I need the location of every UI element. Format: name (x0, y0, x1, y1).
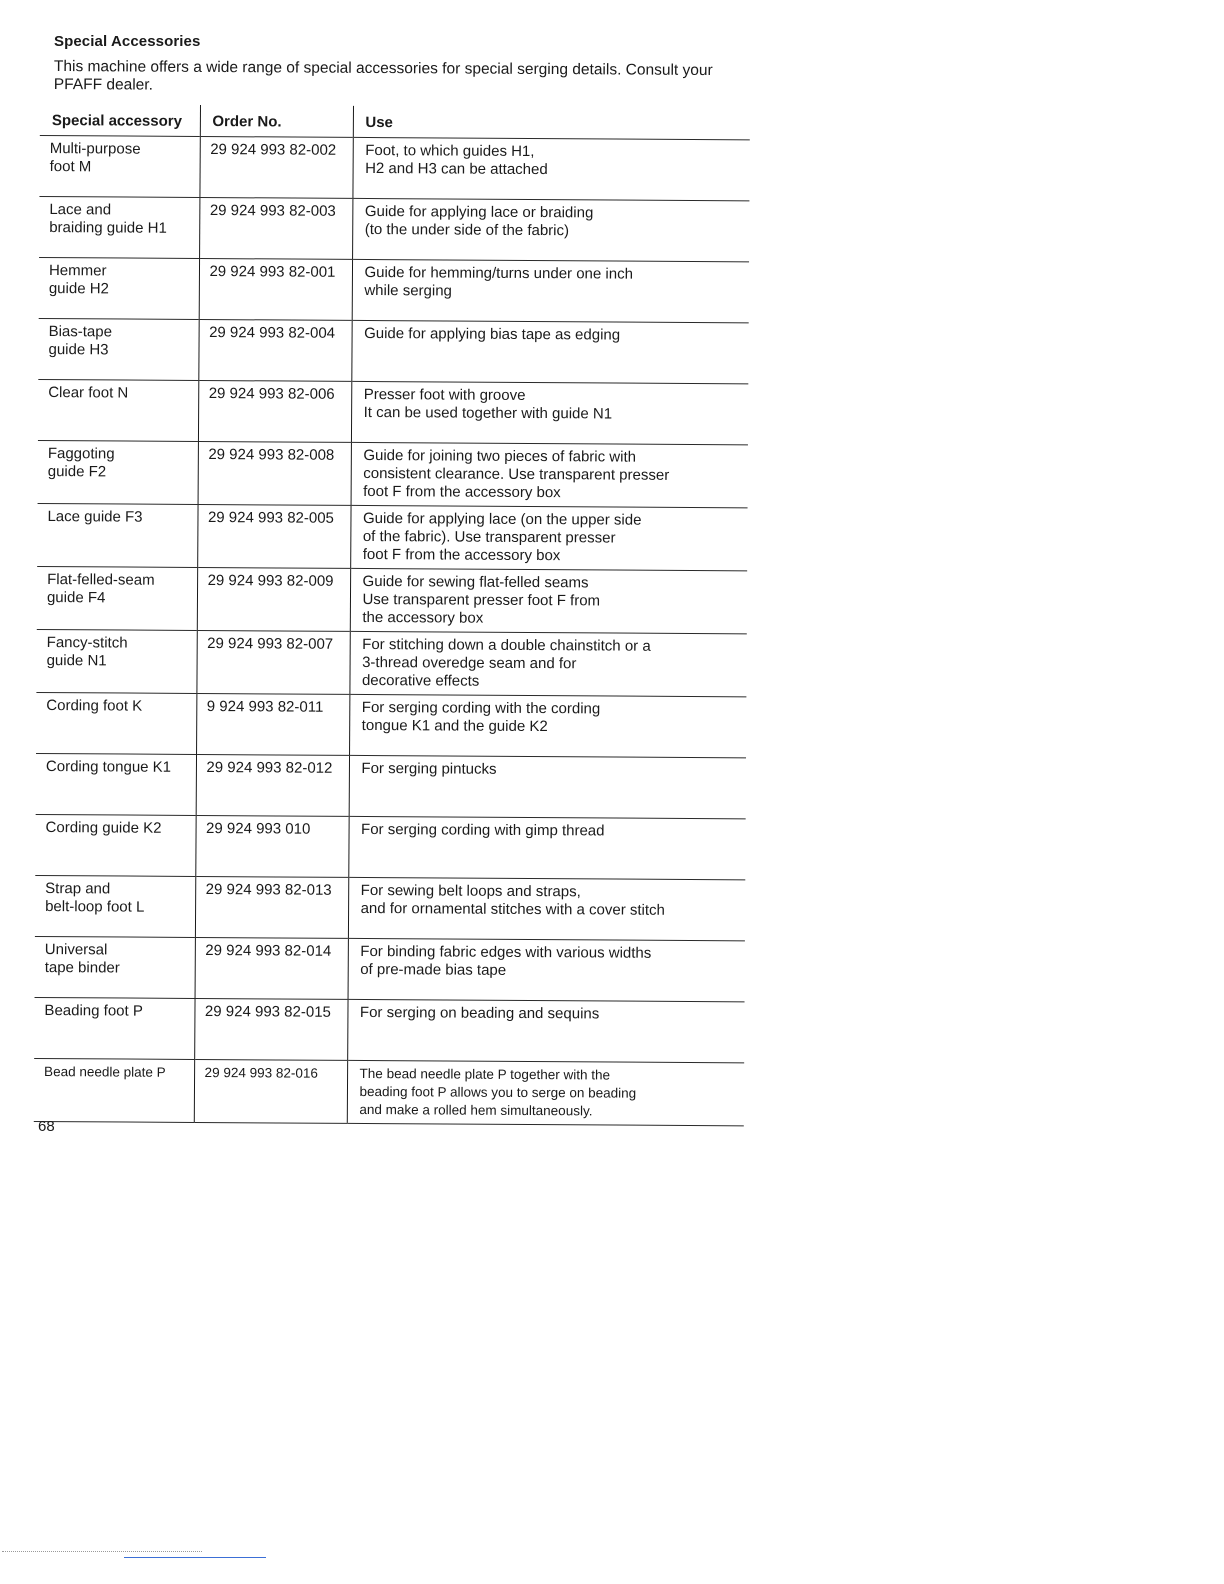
accessory-cell: Cording tongue K1 (36, 753, 196, 815)
table-row (38, 379, 748, 444)
use-cell: Foot, to which guides H1, H2 and H3 can be attached (352, 137, 749, 200)
accessory-cell: Beading foot P (34, 997, 194, 1059)
accessories-table-wrapper (34, 104, 750, 1126)
header-use: Use (353, 106, 750, 140)
use-cell: Guide for applying bias tape as edging (351, 320, 748, 383)
order-number-cell: 29 924 993 82-001 (199, 258, 352, 320)
use-cell: For sewing belt loops and straps, and for ornamental stitches with a cover stitch (348, 877, 745, 940)
use-cell: For stitching down a double chainstitch or a 3-thread overedge seam and for decorative effects (349, 631, 746, 696)
table-row (39, 257, 749, 322)
table-row (35, 875, 745, 940)
use-cell: Guide for joining two pieces of fabric with consistent clearance. Use transparent presser foot F from the accessory box (351, 442, 748, 507)
accessory-cell: Bias-tape guide H3 (38, 318, 198, 380)
table-row (36, 629, 746, 696)
order-number-cell: 29 924 993 82-002 (199, 136, 352, 198)
table-row (35, 936, 745, 1001)
table-header-row (40, 104, 750, 140)
intro-paragraph: This machine offers a wide range of special accessories for special serging details. Consult your PFAFF dealer. (53, 58, 713, 94)
order-number-cell: 29 924 993 82-013 (195, 876, 348, 938)
use-cell: Guide for applying lace or braiding (to the under side of the fabric) (352, 198, 749, 261)
accessory-cell: Clear foot N (38, 379, 198, 441)
use-cell: Guide for hemming/turns under one inch while serging (352, 259, 749, 322)
order-number-cell: 29 924 993 82-007 (196, 630, 349, 694)
order-number-cell: 29 924 993 82-015 (194, 998, 347, 1060)
use-cell: For serging on beading and sequins (347, 999, 744, 1062)
table-row (37, 503, 747, 570)
accessory-cell: Faggoting guide F2 (38, 440, 198, 504)
header-order-no: Order No. (200, 105, 353, 137)
use-cell: Guide for applying lace (on the upper side of the fabric). Use transparent presser foot F from the accessory box (350, 505, 747, 570)
order-number-cell: 29 924 993 82-006 (198, 380, 351, 442)
use-cell: The bead needle plate P together with the beading foot P allows you to serge on beading and make a rolled hem simultaneously. (347, 1060, 744, 1125)
accessory-cell: Lace guide F3 (37, 503, 197, 567)
table-row (34, 1058, 744, 1125)
scan-artifact-link-line (124, 1557, 266, 1558)
section-heading: Special Accessories (54, 33, 201, 50)
accessory-cell: Fancy-stitch guide N1 (36, 629, 196, 693)
accessory-cell: Bead needle plate P (34, 1058, 194, 1122)
order-number-cell: 9 924 993 82-011 (196, 693, 349, 755)
accessory-cell: Flat-felled-seam guide F4 (37, 566, 197, 630)
table-body (34, 135, 750, 1125)
accessory-cell: Cording guide K2 (35, 814, 195, 876)
table-row (36, 753, 746, 818)
accessories-table (34, 104, 750, 1126)
accessory-cell: Universal tape binder (35, 936, 195, 998)
scan-artifact-line (2, 1551, 202, 1554)
page-number: 68 (38, 1118, 55, 1135)
header-special-accessory: Special accessory (51, 112, 183, 130)
use-cell: For serging cording with the cording tongue K1 and the guide K2 (349, 694, 746, 757)
table-row (38, 440, 748, 507)
accessory-cell: Cording foot K (36, 692, 196, 754)
order-number-cell: 29 924 993 010 (195, 815, 348, 877)
order-number-cell: 29 924 993 82-005 (197, 504, 350, 568)
table-row (34, 997, 744, 1062)
use-cell: For serging cording with gimp thread (348, 816, 745, 879)
table-row (35, 814, 745, 879)
accessory-cell: Lace and braiding guide H1 (39, 196, 199, 258)
table-row (39, 196, 749, 261)
order-number-cell: 29 924 993 82-014 (195, 937, 348, 999)
order-number-cell: 29 924 993 82-008 (198, 441, 351, 505)
use-cell: Guide for sewing flat-felled seams Use transparent presser foot F from the accessory box (350, 568, 747, 633)
table-row (36, 692, 746, 757)
order-number-cell: 29 924 993 82-016 (194, 1059, 347, 1123)
table-row (37, 566, 747, 633)
accessory-cell: Hemmer guide H2 (39, 257, 199, 319)
order-number-cell: 29 924 993 82-012 (196, 754, 349, 816)
accessory-cell: Multi-purpose foot M (39, 135, 199, 197)
table-row (38, 318, 748, 383)
use-cell: For serging pintucks (349, 755, 746, 818)
order-number-cell: 29 924 993 82-009 (197, 567, 350, 631)
order-number-cell: 29 924 993 82-004 (198, 319, 351, 381)
use-cell: Presser foot with groove It can be used together with guide N1 (351, 381, 748, 444)
table-row (39, 135, 749, 200)
accessory-cell: Strap and belt-loop foot L (35, 875, 195, 937)
use-cell: For binding fabric edges with various widths of pre-made bias tape (348, 938, 745, 1001)
order-number-cell: 29 924 993 82-003 (199, 197, 352, 259)
